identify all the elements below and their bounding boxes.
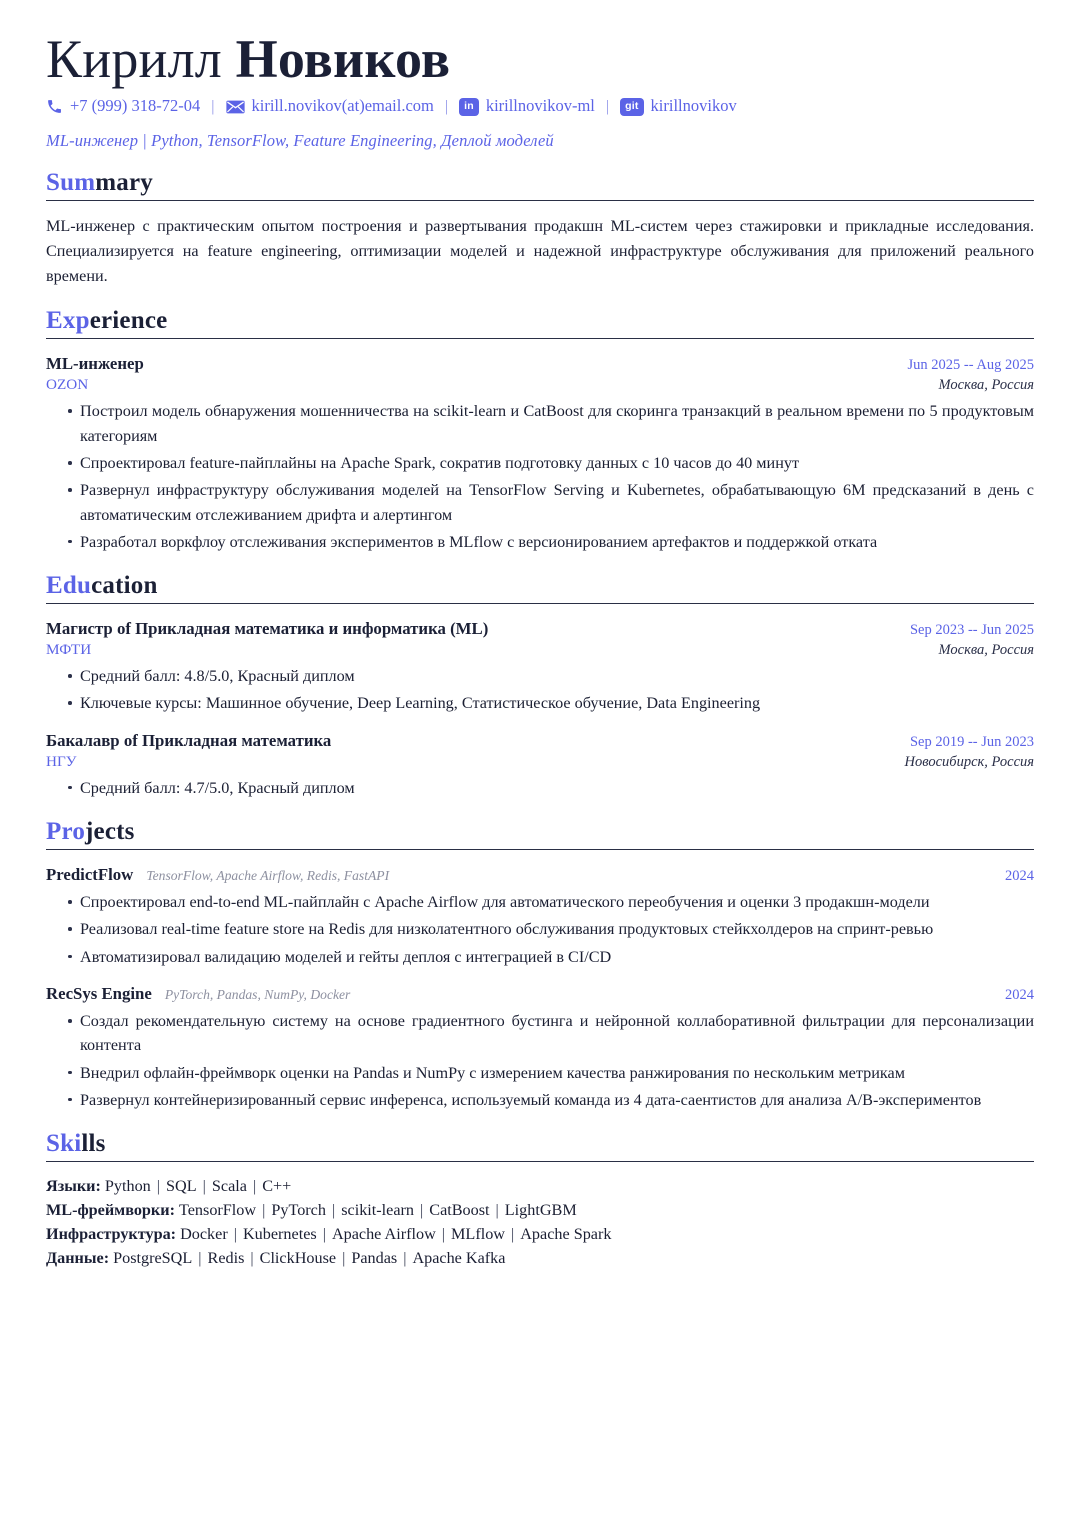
skill-item: Kubernetes <box>242 1225 317 1244</box>
project-entry <box>46 865 1034 969</box>
skill-separator: | <box>252 1177 257 1196</box>
list-item: Разработал воркфлоу отслеживания экспериментов в MLflow с версионированием артефактов и поддержкой отката <box>68 530 1034 554</box>
skill-values <box>105 1177 291 1195</box>
skill-category-label: Данные: <box>46 1249 110 1268</box>
list-item: Ключевые курсы: Машинное обучение, Deep Learning, Статистическое обучение, Data Engineering <box>68 691 1034 715</box>
entry-subheader <box>46 639 1034 659</box>
skill-item: LightGBM <box>504 1201 577 1220</box>
section-rule <box>46 338 1034 339</box>
skill-item: ClickHouse <box>259 1249 337 1268</box>
school-location: Новосибирск, Россия <box>904 753 1034 770</box>
experience-entry <box>46 354 1034 554</box>
degree-date: Sep 2019 -- Jun 2023 <box>909 733 1034 750</box>
section-title-experience <box>46 307 1034 335</box>
skill-separator: | <box>198 1249 202 1268</box>
section-projects <box>46 818 1034 1112</box>
contact-line <box>46 94 1034 119</box>
skill-item: Redis <box>207 1249 245 1268</box>
section-title-accent: Sum <box>46 169 96 197</box>
section-experience <box>46 307 1034 554</box>
project-bullets <box>46 890 1034 969</box>
project-stack: TensorFlow, Apache Airflow, Redis, FastAPI <box>146 868 390 884</box>
project-year: 2024 <box>1005 868 1034 885</box>
degree-bullets <box>46 664 1034 716</box>
list-item: Развернул контейнеризированный сервис инференса, используемый команда из 4 дата-саентистов для анализа A/B-экспериментов <box>68 1088 1034 1112</box>
list-item: Средний балл: 4.8/5.0, Красный диплом <box>68 664 1034 688</box>
skill-separator: | <box>262 1201 266 1220</box>
github-icon: git <box>620 98 643 116</box>
entry-header <box>46 619 1034 639</box>
skill-separator: | <box>233 1225 237 1244</box>
education-entry <box>46 731 1034 800</box>
project-year: 2024 <box>1005 986 1034 1003</box>
phone-icon <box>46 98 63 115</box>
skill-separator: | <box>156 1177 161 1196</box>
page-title <box>46 30 1034 88</box>
list-item: Автоматизировал валидацию моделей и гейты деплоя с интеграцией в CI/CD <box>68 945 1034 969</box>
section-title-rest: jects <box>85 818 135 846</box>
section-rule <box>46 1161 1034 1162</box>
contact-separator: | <box>444 97 449 115</box>
section-skills <box>46 1130 1034 1271</box>
project-title-group <box>46 984 350 1004</box>
linkedin-text: kirillnovikov-ml <box>485 96 595 116</box>
skill-values <box>179 1201 577 1219</box>
contact-linkedin[interactable] <box>459 94 595 119</box>
section-title-rest: mary <box>95 169 153 197</box>
skill-separator: | <box>510 1225 515 1244</box>
section-title-projects <box>46 818 1034 846</box>
list-item: Спроектировал feature-пайплайны на Apache Spark, сократив подготовку данных с 10 часов до 40 минут <box>68 451 1034 475</box>
list-item: Построил модель обнаружения мошенничества на scikit-learn и CatBoost для скоринга транзакций в реальном времени по 5 продуктовым категориям <box>68 399 1034 448</box>
section-title-rest: cation <box>91 572 158 600</box>
list-item: Реализовал real-time feature store на Redis для низколатентного обслуживания продуктовых стейкхолдеров на спринт-ревью <box>68 917 1034 941</box>
resume-header <box>46 30 1034 151</box>
project-name: RecSys Engine <box>46 983 152 1003</box>
skill-item: scikit-learn <box>341 1201 415 1220</box>
degree-bullets <box>46 776 1034 800</box>
email-icon <box>226 100 245 114</box>
project-header <box>46 984 1034 1004</box>
skill-row <box>46 1223 1034 1247</box>
skill-item: Apache Kafka <box>412 1249 506 1268</box>
list-item: Внедрил офлайн-фреймворк оценки на Pandas и NumPy с измерением качества ранжирования по нескольким метрикам <box>68 1061 1034 1085</box>
skill-separator: | <box>322 1225 326 1244</box>
skill-item: MLflow <box>451 1225 505 1244</box>
job-location: Москва, Россия <box>938 377 1034 394</box>
skill-separator: | <box>331 1201 336 1220</box>
skill-separator: | <box>342 1249 346 1268</box>
tagline: ML-инженер | Python, TensorFlow, Feature Engineering, Деплой моделей <box>46 131 554 151</box>
linkedin-icon: in <box>459 98 479 116</box>
list-item: Спроектировал end-to-end ML-пайплайн с Apache Airflow для автоматического переобучения и оценки 3 продакшн-модели <box>68 890 1034 914</box>
school-name: МФТИ <box>46 641 92 659</box>
contact-email[interactable] <box>226 94 434 119</box>
email-text: kirill.novikov(at)email.com <box>251 96 434 116</box>
skill-category-label: ML-фреймворки: <box>46 1201 175 1220</box>
project-entry <box>46 984 1034 1112</box>
job-date: Jun 2025 -- Aug 2025 <box>907 357 1034 374</box>
skill-separator: | <box>441 1225 446 1244</box>
contact-separator: | <box>605 97 610 115</box>
project-stack: PyTorch, Pandas, NumPy, Docker <box>164 986 351 1002</box>
skill-category-label: Инфраструктура: <box>46 1225 177 1244</box>
degree-title: Бакалавр of Прикладная математика <box>46 730 332 750</box>
project-name: PredictFlow <box>46 865 134 885</box>
degree-date: Sep 2023 -- Jun 2025 <box>909 622 1034 639</box>
degree-title: Магистр of Прикладная математика и информатика (ML) <box>46 619 489 639</box>
project-header <box>46 865 1034 885</box>
section-title-accent: Exp <box>46 307 90 335</box>
list-item: Средний балл: 4.7/5.0, Красный диплом <box>68 776 1034 800</box>
skill-separator: | <box>420 1201 424 1220</box>
skill-separator: | <box>495 1201 499 1220</box>
entry-subheader <box>46 751 1034 771</box>
contact-phone[interactable] <box>46 94 200 119</box>
skill-item: PostgreSQL <box>113 1249 193 1268</box>
skill-item: TensorFlow <box>178 1201 257 1220</box>
school-name: НГУ <box>46 752 77 770</box>
skill-item: PyTorch <box>271 1201 326 1220</box>
entry-header <box>46 354 1034 374</box>
last-name: Новиков <box>235 29 451 89</box>
entry-header <box>46 731 1034 751</box>
job-title: ML-инженер <box>46 354 144 374</box>
education-entry <box>46 619 1034 716</box>
skill-values <box>180 1225 611 1243</box>
skill-item: SQL <box>166 1177 197 1196</box>
entry-subheader <box>46 374 1034 394</box>
job-company: OZON <box>46 376 89 394</box>
summary-text: ML-инженер с практическим опытом построения и развертывания продакшн ML-систем через стажировки и прикладные исследования. Специализируется на feature engineering, оптимизации моделей и надежной инфраструктуре обслуживания для приложений реального времени. <box>46 217 1034 286</box>
job-bullets <box>46 399 1034 554</box>
skills-list <box>46 1175 1034 1271</box>
skill-row <box>46 1175 1034 1199</box>
section-title-rest: lls <box>81 1130 106 1158</box>
skill-item: Apache Airflow <box>331 1225 436 1244</box>
section-title-accent: Edu <box>46 572 92 600</box>
section-title-education <box>46 572 1034 600</box>
skill-item: C++ <box>262 1177 292 1196</box>
skill-category-label: Языки: <box>46 1177 101 1196</box>
phone-text: +7 (999) 318-72-04 <box>70 96 201 116</box>
section-rule <box>46 603 1034 604</box>
section-title-skills <box>46 1130 1034 1158</box>
skill-item: Python <box>104 1177 151 1196</box>
section-title-rest: erience <box>89 307 168 335</box>
contact-github[interactable] <box>620 94 737 119</box>
skill-item: Pandas <box>351 1249 398 1268</box>
skill-separator: | <box>403 1249 407 1268</box>
section-rule <box>46 200 1034 201</box>
section-title-accent: Pro <box>46 818 86 846</box>
contact-separator: | <box>211 97 215 115</box>
list-item: Развернул инфраструктуру обслуживания моделей на TensorFlow Serving и Kubernetes, обрабатывающую 6M предсказаний в день с автоматическим отслеживанием дрифта и алертингом <box>68 478 1034 527</box>
skill-item: CatBoost <box>429 1201 490 1220</box>
skill-item: Docker <box>180 1225 228 1244</box>
section-summary <box>46 169 1034 289</box>
skill-separator: | <box>202 1177 206 1196</box>
skill-row <box>46 1247 1034 1271</box>
project-bullets <box>46 1009 1034 1112</box>
first-name: Кирилл <box>46 29 222 89</box>
section-title-summary <box>46 169 1034 197</box>
project-title-group <box>46 865 389 885</box>
skill-row <box>46 1199 1034 1223</box>
section-title-accent: Ski <box>46 1130 82 1158</box>
school-location: Москва, Россия <box>938 642 1034 659</box>
skill-separator: | <box>250 1249 254 1268</box>
section-education <box>46 572 1034 800</box>
skill-values <box>113 1249 505 1267</box>
list-item: Создал рекомендательную систему на основе градиентного бустинга и нейронной коллаборативной фильтрации для персонализации контента <box>68 1009 1034 1058</box>
skill-item: Scala <box>211 1177 247 1196</box>
skill-item: Apache Spark <box>520 1225 612 1244</box>
github-text: kirillnovikov <box>650 96 737 116</box>
section-rule <box>46 849 1034 850</box>
